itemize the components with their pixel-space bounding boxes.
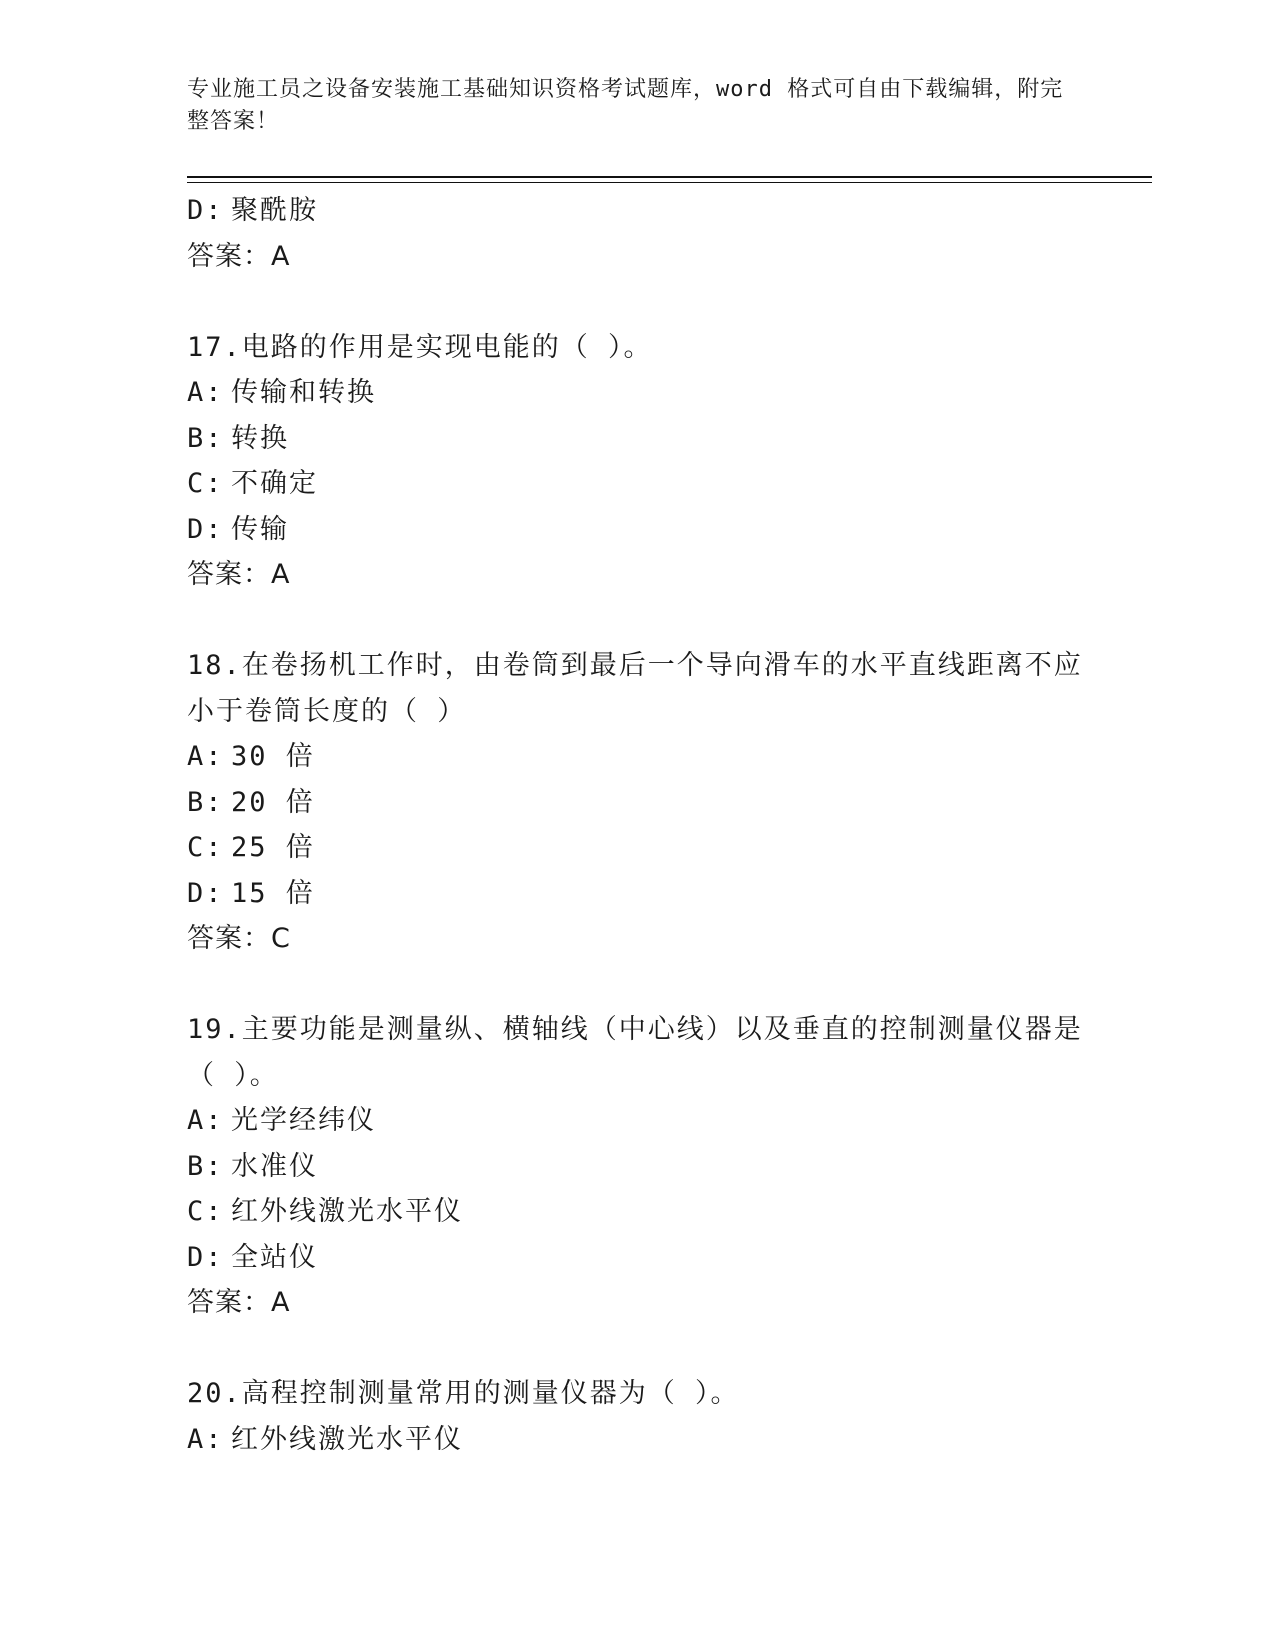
option-label: A: [187, 1423, 224, 1455]
option-text: 转换 [231, 422, 289, 454]
option-c [187, 825, 1087, 871]
option-label: A: [187, 377, 224, 408]
answer-line: 答案：C [187, 923, 291, 954]
option-a [187, 1417, 1087, 1463]
spacer [187, 598, 1087, 644]
option-label: D: [187, 1241, 224, 1273]
option-label: B: [187, 786, 224, 818]
option-text: 水准仪 [231, 1150, 318, 1182]
question-list [187, 188, 1087, 1462]
option-a [187, 734, 1087, 780]
option-label: D: [187, 195, 224, 226]
option-label: D: [187, 877, 224, 909]
option-text: 15 倍 [231, 877, 315, 909]
document-header: 专业施工员之设备安装施工基础知识资格考试题库，word 格式可自由下载编辑，附完整答案！ [187, 77, 1064, 134]
option-text: 光学经纬仪 [231, 1105, 376, 1136]
option-text: 20 倍 [231, 786, 315, 818]
option-text: 红外线激光水平仪 [231, 1196, 463, 1227]
option-text: 不确定 [231, 468, 318, 499]
spacer [187, 962, 1087, 1008]
option-label: C: [187, 1196, 224, 1227]
question-stem: 20.高程控制测量常用的测量仪器为（ ）。 [187, 1378, 740, 1409]
option-label: D: [187, 513, 224, 545]
option-c [187, 1189, 1087, 1235]
option-label: B: [187, 1150, 224, 1182]
question-stem: 17.电路的作用是实现电能的（ ）。 [187, 331, 653, 363]
option-a [187, 1098, 1087, 1144]
question-stem: 19.主要功能是测量纵、横轴线（中心线）以及垂直的控制测量仪器是（ ）。 [187, 1014, 1083, 1091]
spacer [187, 279, 1087, 325]
question-stem: 18.在卷扬机工作时，由卷筒到最后一个导向滑车的水平直线距离不应小于卷筒长度的（ ） [187, 650, 1083, 727]
option-a [187, 370, 1087, 416]
answer-line: 答案：A [187, 1287, 291, 1318]
option-label: A: [187, 1105, 224, 1136]
option-text: 红外线激光水平仪 [231, 1423, 463, 1455]
option-text: 全站仪 [231, 1241, 318, 1273]
option-label: B: [187, 422, 224, 454]
option-text: 传输和转换 [231, 377, 376, 408]
option-b [187, 1144, 1087, 1190]
option-c [187, 461, 1087, 507]
header-rule-thick [187, 176, 1152, 178]
option-text: 传输 [231, 513, 289, 545]
option-d [187, 188, 1087, 234]
option-text: 25 倍 [231, 832, 315, 863]
spacer [187, 1326, 1087, 1372]
answer-line: 答案：A [187, 559, 291, 590]
option-label: C: [187, 468, 224, 499]
option-d [187, 507, 1087, 553]
option-label: C: [187, 832, 224, 863]
answer-line: 答案：A [187, 240, 291, 272]
option-b [187, 416, 1087, 462]
option-d [187, 1235, 1087, 1281]
header-rule-thin [187, 182, 1152, 183]
option-label: A: [187, 741, 224, 772]
option-text: 聚酰胺 [231, 195, 318, 226]
option-d [187, 871, 1087, 917]
option-text: 30 倍 [231, 741, 315, 772]
option-b [187, 780, 1087, 826]
